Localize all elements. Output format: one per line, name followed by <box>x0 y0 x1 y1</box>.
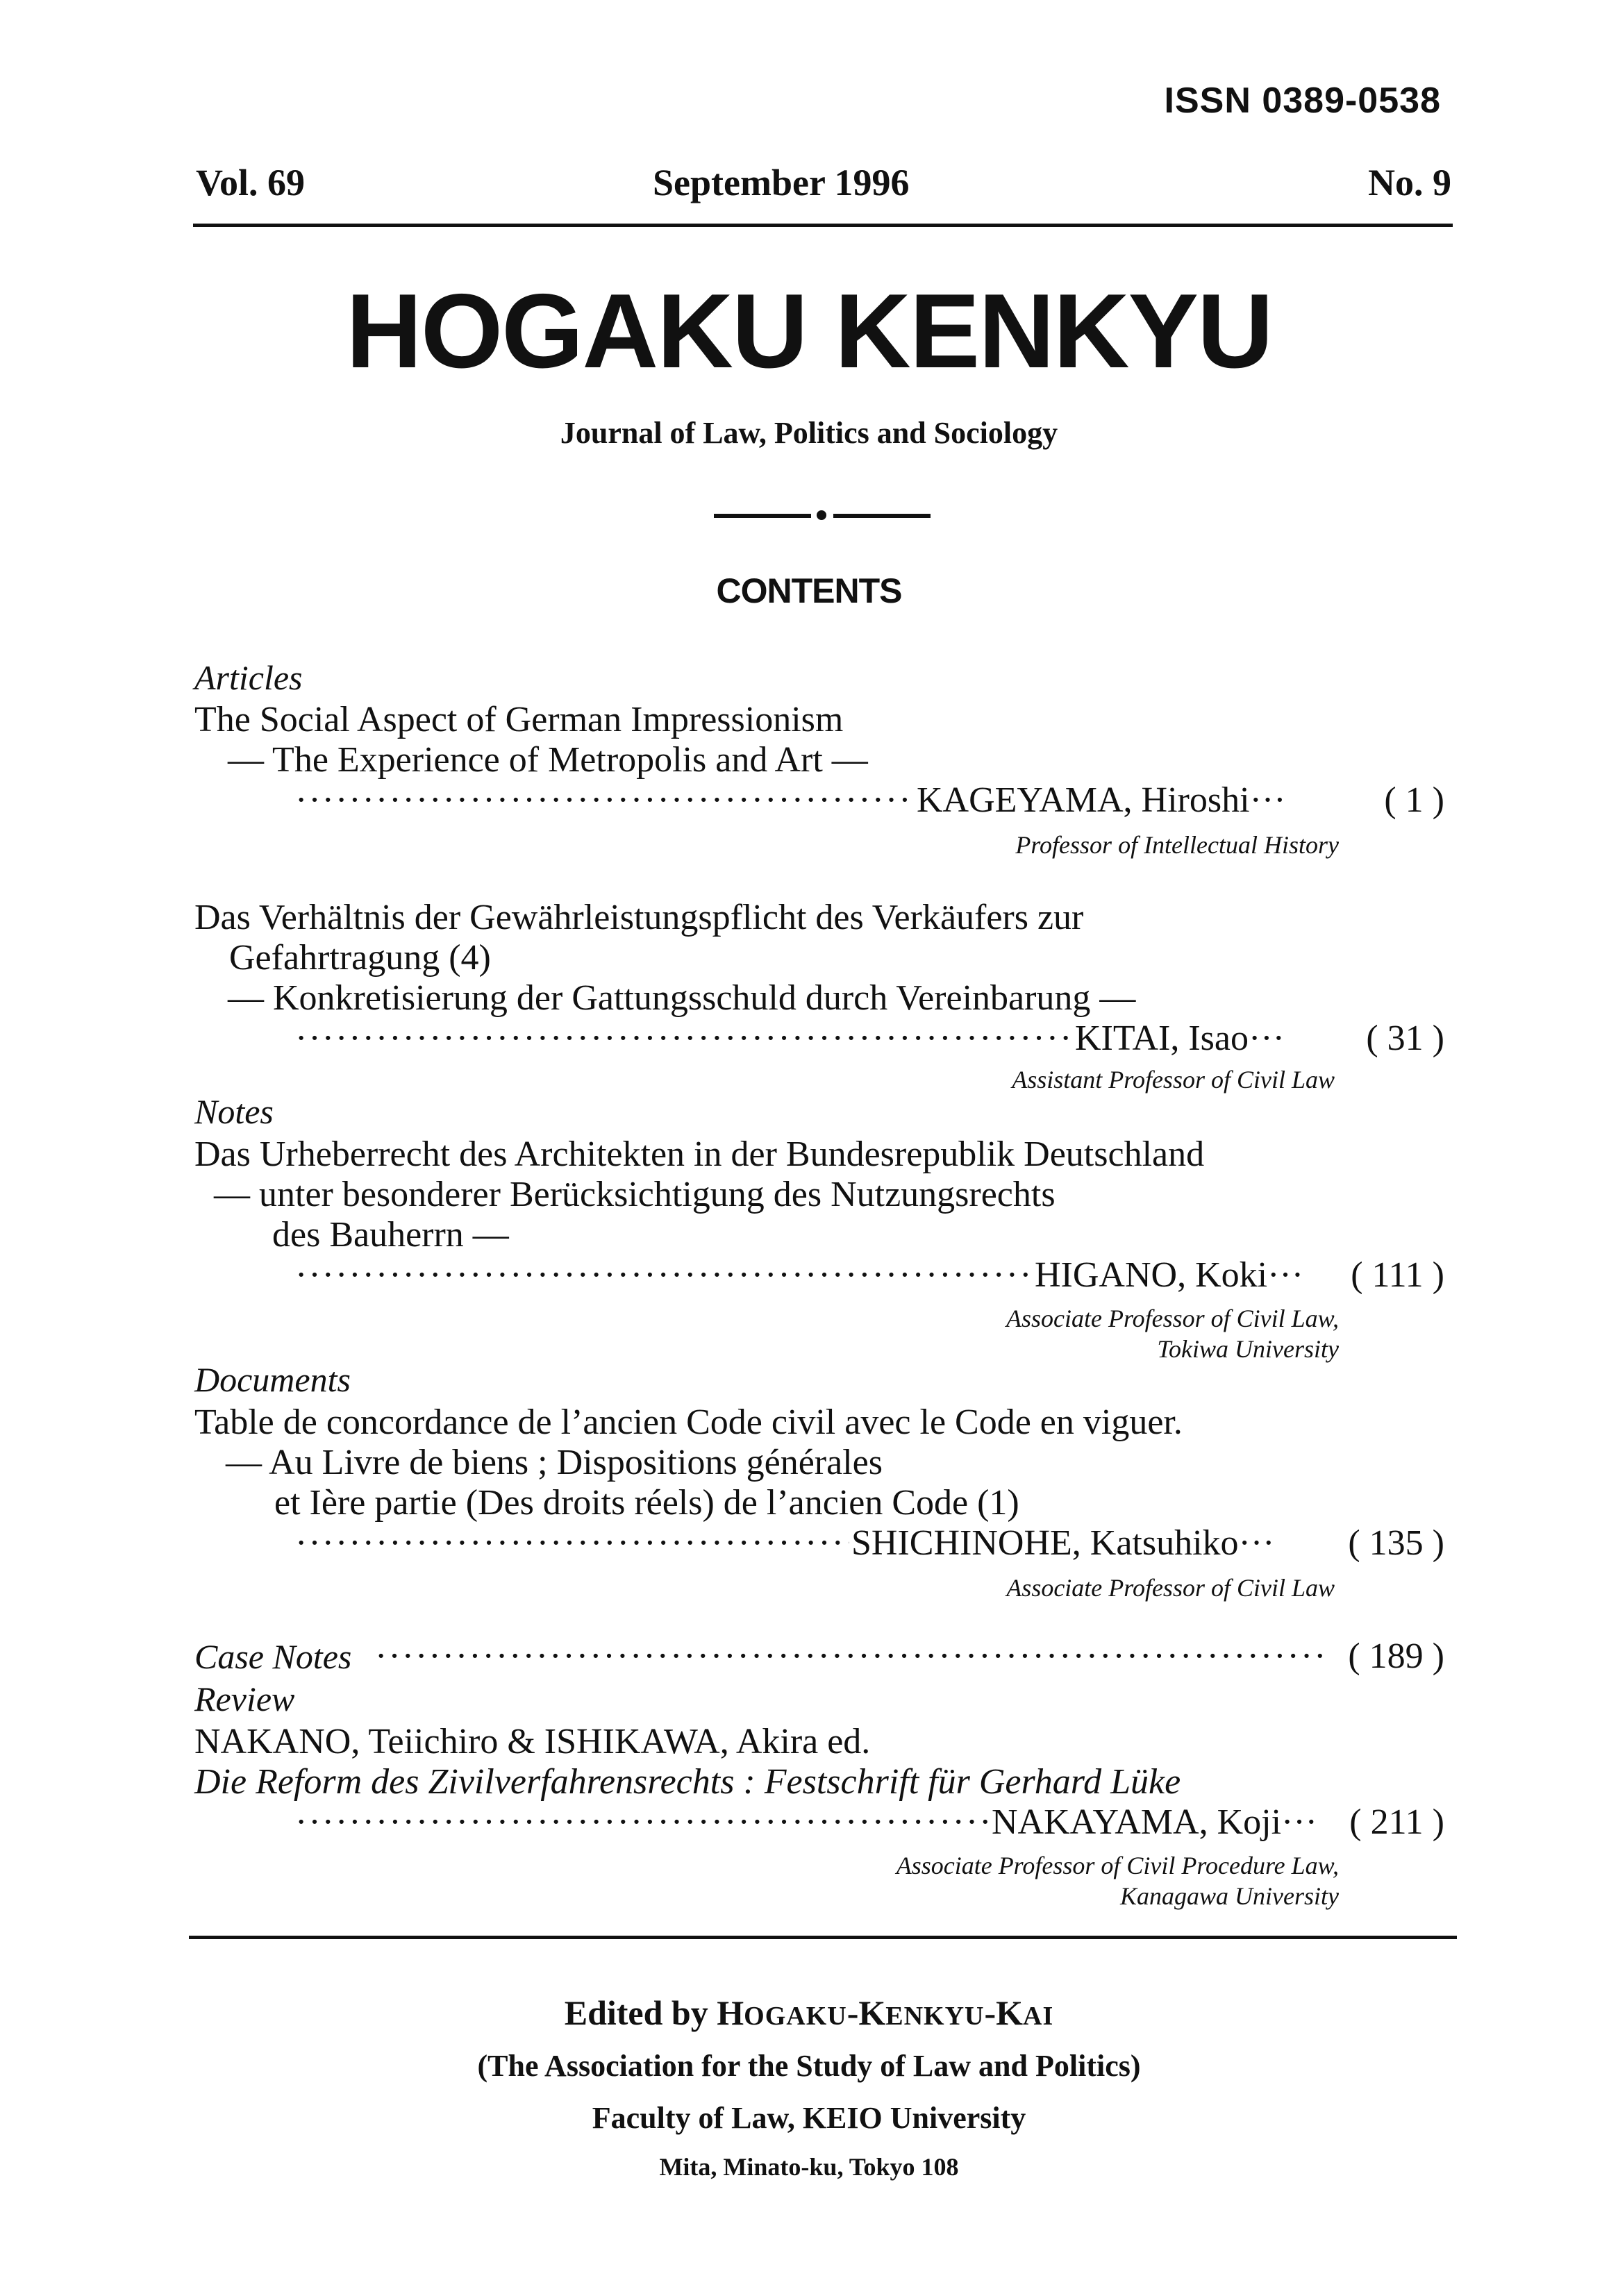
article1-author: KAGEYAMA, Hiroshi··· <box>917 780 1286 820</box>
case-notes-leader-dots <box>375 1636 1325 1677</box>
case-notes-page[interactable]: ( 189 ) <box>1348 1636 1444 1676</box>
document1-title-line3[interactable]: et Ière partie (Des droits réels) de l’ancien Code (1) <box>274 1483 1019 1523</box>
article2-title-line3[interactable]: — Konkretisierung der Gattungsschuld durch Vereinbarung — <box>228 978 1136 1018</box>
review-book-title[interactable]: Die Reform des Zivilverfahrensrechts : Festschrift für Gerhard Lüke <box>194 1762 1181 1802</box>
note1-author: HIGANO, Koki··· <box>1035 1255 1304 1295</box>
issn-number: ISSN 0389-0538 <box>1164 81 1441 121</box>
issue-date: September 1996 <box>653 162 910 203</box>
section-heading-documents: Documents <box>194 1360 351 1399</box>
document1-author: SHICHINOHE, Katsuhiko··· <box>851 1523 1275 1563</box>
ornament-dot <box>817 510 826 520</box>
article2-title-line1[interactable]: Das Verhältnis der Gewährleistungspflicht des Verkäufers zur <box>194 898 1084 937</box>
address-line: Mita, Minato-ku, Tokyo 108 <box>659 2153 959 2181</box>
footer-rule <box>189 1936 1457 1939</box>
document1-title-line1[interactable]: Table de concordance de l’ancien Code civil avec le Code en viguer. <box>194 1402 1183 1442</box>
journal-title: HOGAKU KENKYU <box>346 272 1272 390</box>
section-heading-notes: Notes <box>194 1092 274 1131</box>
article1-page[interactable]: ( 1 ) <box>1384 780 1444 820</box>
review-page[interactable]: ( 211 ) <box>1349 1802 1444 1842</box>
contents-heading: CONTENTS <box>716 571 902 610</box>
article1-title-line1[interactable]: The Social Aspect of German Impressionism <box>194 700 844 739</box>
journal-subtitle: Journal of Law, Politics and Sociology <box>560 416 1058 450</box>
note1-title-line1[interactable]: Das Urheberrecht des Architekten in der Bundesrepublik Deutschland <box>194 1134 1205 1174</box>
ornament-line-left <box>714 514 811 518</box>
article2-affiliation: Assistant Professor of Civil Law <box>1012 1066 1335 1093</box>
document1-title-line2[interactable]: — Au Livre de biens ; Dispositions générales <box>226 1443 883 1482</box>
review-affiliation-line1: Associate Professor of Civil Procedure Law, <box>896 1852 1339 1879</box>
document1-affiliation: Associate Professor of Civil Law <box>1006 1574 1335 1602</box>
section-heading-articles: Articles <box>194 658 303 697</box>
article1-leader-dots <box>295 780 913 821</box>
review-author: NAKAYAMA, Koji··· <box>992 1802 1317 1842</box>
issue-number: No. 9 <box>1368 162 1451 203</box>
article2-title-line2[interactable]: Gefahrtragung (4) <box>229 938 491 978</box>
review-editors: NAKANO, Teiichiro & ISHIKAWA, Akira ed. <box>194 1722 871 1761</box>
note1-affiliation-line1: Associate Professor of Civil Law, <box>1006 1305 1339 1332</box>
document1-leader-dots <box>295 1523 849 1564</box>
volume-label: Vol. 69 <box>196 162 306 203</box>
article1-title-line2[interactable]: — The Experience of Metropolis and Art — <box>228 740 868 780</box>
article2-author: KITAI, Isao··· <box>1075 1019 1285 1058</box>
article2-leader-dots <box>295 1019 1073 1059</box>
article2-page[interactable]: ( 31 ) <box>1366 1019 1444 1058</box>
section-heading-review: Review <box>194 1679 295 1718</box>
document1-page[interactable]: ( 135 ) <box>1348 1523 1444 1563</box>
note1-title-line3[interactable]: des Bauherrn — <box>272 1215 509 1255</box>
edited-by-line: Edited by HOGAKU-KENKYU-KAI <box>564 1993 1054 2032</box>
note1-page[interactable]: ( 111 ) <box>1351 1255 1444 1295</box>
ornament-line-right <box>833 514 931 518</box>
article1-affiliation: Professor of Intellectual History <box>1015 831 1339 859</box>
association-line: (The Association for the Study of Law and Politics) <box>477 2049 1141 2083</box>
faculty-line: Faculty of Law, KEIO University <box>592 2101 1026 2135</box>
note1-affiliation-line2: Tokiwa University <box>1157 1335 1339 1363</box>
review-leader-dots <box>295 1802 990 1843</box>
section-heading-case-notes[interactable]: Case Notes <box>194 1637 352 1676</box>
editor-name: HOGAKU-KENKYU-KAI <box>717 1993 1054 2032</box>
header-rule <box>193 224 1453 227</box>
note1-title-line2[interactable]: — unter besonderer Berücksichtigung des Nutzungsrechts <box>214 1175 1056 1214</box>
note1-leader-dots <box>295 1255 1033 1296</box>
review-affiliation-line2: Kanagawa University <box>1120 1882 1339 1910</box>
